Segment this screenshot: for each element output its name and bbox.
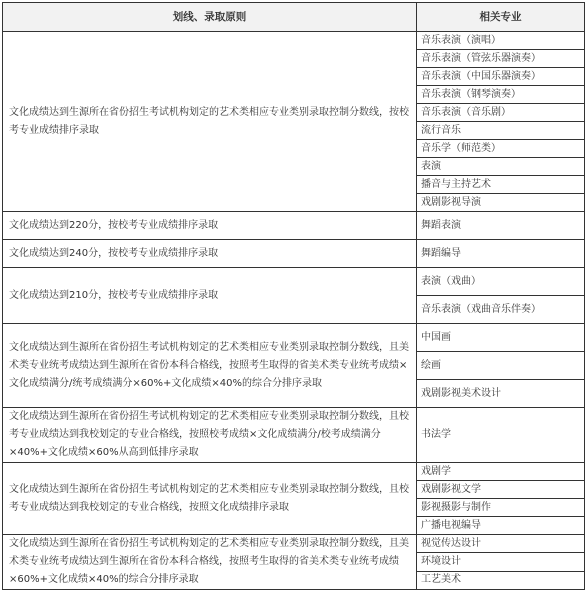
- major-cell: 音乐学（师范类）: [417, 140, 585, 158]
- major-cell: 戏剧影视美术设计: [417, 380, 585, 408]
- table-row: [3, 324, 585, 352]
- rule-cell: 文化成绩达到220分，按校考专业成绩排序录取: [3, 212, 417, 240]
- major-cell: 中国画: [417, 324, 585, 352]
- table-row: [3, 240, 585, 268]
- table-row: [3, 408, 585, 463]
- major-cell: 环境设计: [417, 553, 585, 571]
- major-cell: 舞蹈编导: [417, 240, 585, 268]
- rule-cell: 文化成绩达到240分，按校考专业成绩排序录取: [3, 240, 417, 268]
- major-cell: 音乐表演（中国乐器演奏）: [417, 68, 585, 86]
- major-cell: 戏剧影视文学: [417, 481, 585, 499]
- table-row: [3, 535, 585, 553]
- admission-rules-table: [2, 2, 585, 590]
- table-row: [3, 32, 585, 50]
- major-cell: 戏剧学: [417, 463, 585, 481]
- major-cell: 流行音乐: [417, 122, 585, 140]
- major-cell: 播音与主持艺术: [417, 176, 585, 194]
- major-cell: 音乐表演（钢琴演奏）: [417, 86, 585, 104]
- table-row: [3, 463, 585, 481]
- rule-cell: 文化成绩达到生源所在省份招生考试机构划定的艺术类相应专业类别录取控制分数线，且校考专业成绩达到我校划定的专业合格线，按照校考成绩×文化成绩满分/校考成绩满分×40%+文化成绩×60%从高到低排序录取: [3, 408, 417, 463]
- rule-cell: 文化成绩达到生源所在省份招生考试机构划定的艺术类相应专业类别录取控制分数线，按校考专业成绩排序录取: [3, 32, 417, 212]
- header-row: [3, 3, 585, 32]
- rule-cell: 文化成绩达到210分，按校考专业成绩排序录取: [3, 268, 417, 324]
- major-cell: 音乐表演（音乐剧）: [417, 104, 585, 122]
- major-cell: 音乐表演（演唱）: [417, 32, 585, 50]
- major-cell: 戏剧影视导演: [417, 194, 585, 212]
- major-cell: 表演（戏曲）: [417, 268, 585, 296]
- major-cell: 音乐表演（管弦乐器演奏）: [417, 50, 585, 68]
- major-cell: 视觉传达设计: [417, 535, 585, 553]
- major-cell: 影视摄影与制作: [417, 499, 585, 517]
- rule-cell: 文化成绩达到生源所在省份招生考试机构划定的艺术类相应专业类别录取控制分数线，且美术类专业统考成绩达到生源所在省份本科合格线，按照考生取得的省美术类专业统考成绩×文化成绩满分/统考成绩满分×60%+文化成绩×40%的综合分排序录取: [3, 324, 417, 408]
- major-cell: 绘画: [417, 352, 585, 380]
- major-cell: 表演: [417, 158, 585, 176]
- major-cell: 书法学: [417, 408, 585, 463]
- table-row: [3, 212, 585, 240]
- rule-cell: 文化成绩达到生源所在省份招生考试机构划定的艺术类相应专业类别录取控制分数线，且美术类专业统考成绩达到生源所在省份本科合格线，按照考生取得的省美术类专业统考成绩×60%+文化成绩×40%的综合分排序录取: [3, 535, 417, 590]
- major-cell: 舞蹈表演: [417, 212, 585, 240]
- header-rule: 划线、录取原则: [3, 3, 417, 32]
- table-row: [3, 268, 585, 296]
- header-major: 相关专业: [417, 3, 585, 32]
- major-cell: 广播电视编导: [417, 517, 585, 535]
- major-cell: 音乐表演（戏曲音乐伴奏）: [417, 296, 585, 324]
- major-cell: 工艺美术: [417, 571, 585, 589]
- rule-cell: 文化成绩达到生源所在省份招生考试机构划定的艺术类相应专业类别录取控制分数线，且校考专业成绩达到我校划定的专业合格线，按照文化成绩排序录取: [3, 463, 417, 535]
